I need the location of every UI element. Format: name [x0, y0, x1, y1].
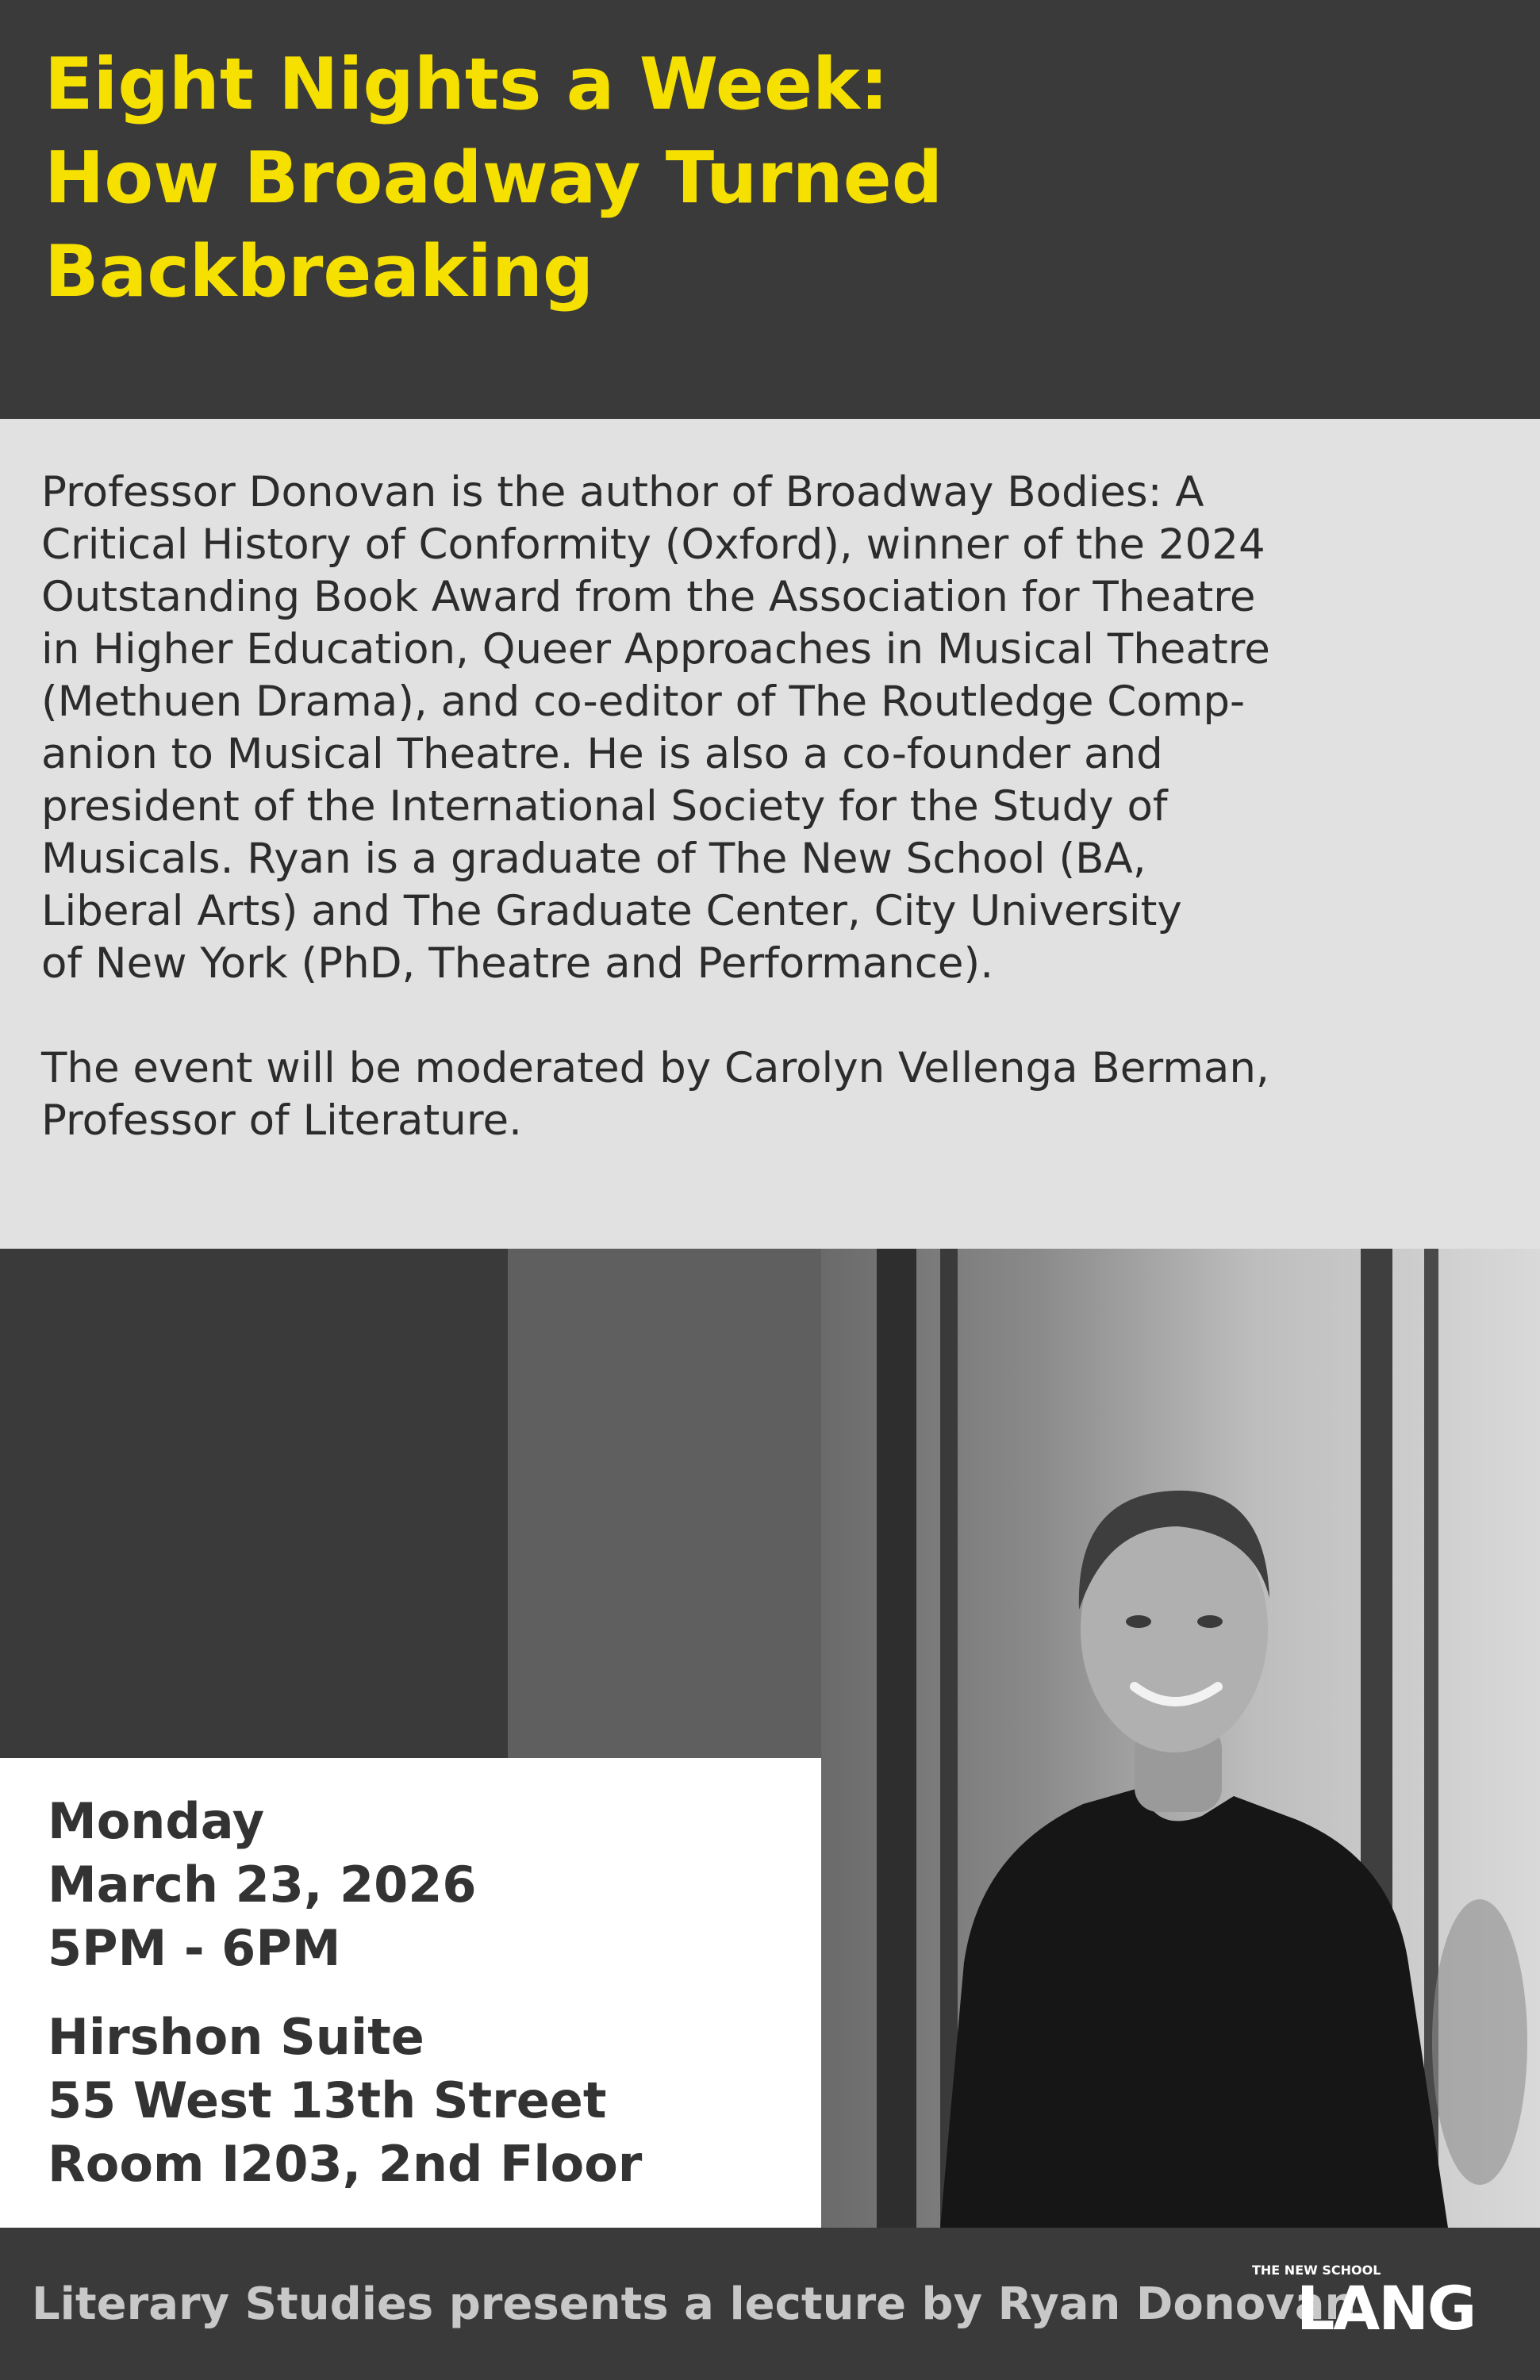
details-gap	[48, 1980, 809, 2006]
decorative-dark-block	[0, 1249, 508, 1758]
event-details-panel	[0, 1758, 821, 2228]
title-line: Backbreaking	[44, 230, 594, 313]
speaker-portrait	[821, 1249, 1540, 2228]
event-room: Room I203, 2nd Floor	[48, 2135, 643, 2193]
bio-line: Musicals. Ryan is a graduate of The New School (BA,	[41, 835, 1146, 883]
bio-line: (Methuen Drama), and co-editor of The Routledge Comp-	[41, 678, 1246, 726]
lecture-tagline: Literary Studies presents a lecture by Ryan Donovan	[32, 2278, 1357, 2330]
speaker-eye	[1126, 1615, 1151, 1628]
footer-banner	[0, 2228, 1540, 2380]
event-title	[44, 38, 1488, 319]
speaker-eye	[1197, 1615, 1223, 1628]
background-figure	[1432, 1899, 1527, 2185]
event-time: 5PM - 6PM	[48, 1919, 341, 1977]
header-banner	[0, 0, 1540, 419]
bio-panel	[0, 419, 1540, 1249]
lang-logo	[1246, 2263, 1523, 2350]
logo-school-name: THE NEW SCHOOL	[1252, 2263, 1381, 2278]
bio-line: president of the International Society for the Study of	[41, 782, 1168, 831]
bio-line: in Higher Education, Queer Approaches in Musical Theatre	[41, 625, 1270, 674]
decorative-gray-block	[508, 1249, 821, 1758]
paragraph-gap	[41, 990, 1509, 1042]
bio-text	[41, 466, 1509, 1147]
bio-line: Professor Donovan is the author of Broadway Bodies: A	[41, 468, 1204, 516]
window-mullion	[877, 1249, 916, 2228]
bio-line: Critical History of Conformity (Oxford), winner of the 2024	[41, 520, 1265, 569]
event-details	[48, 1790, 809, 2196]
logo-lang: LANG	[1296, 2273, 1476, 2344]
moderator-line: The event will be moderated by Carolyn Vellenga Berman,	[41, 1044, 1269, 1092]
event-venue: Hirshon Suite	[48, 2008, 424, 2066]
bio-line: anion to Musical Theatre. He is also a co-founder and	[41, 730, 1163, 778]
moderator-line: Professor of Literature.	[41, 1096, 522, 1145]
event-day: Monday	[48, 1792, 265, 1850]
event-address: 55 West 13th Street	[48, 2071, 607, 2129]
bio-line: Liberal Arts) and The Graduate Center, City University	[41, 887, 1182, 935]
event-date: March 23, 2026	[48, 1856, 477, 1914]
speaker-photo	[821, 1249, 1540, 2228]
title-line: How Broadway Turned	[44, 136, 943, 220]
title-line: Eight Nights a Week:	[44, 43, 889, 126]
bio-line: Outstanding Book Award from the Association for Theatre	[41, 573, 1256, 621]
bio-line: of New York (PhD, Theatre and Performance).	[41, 939, 994, 988]
